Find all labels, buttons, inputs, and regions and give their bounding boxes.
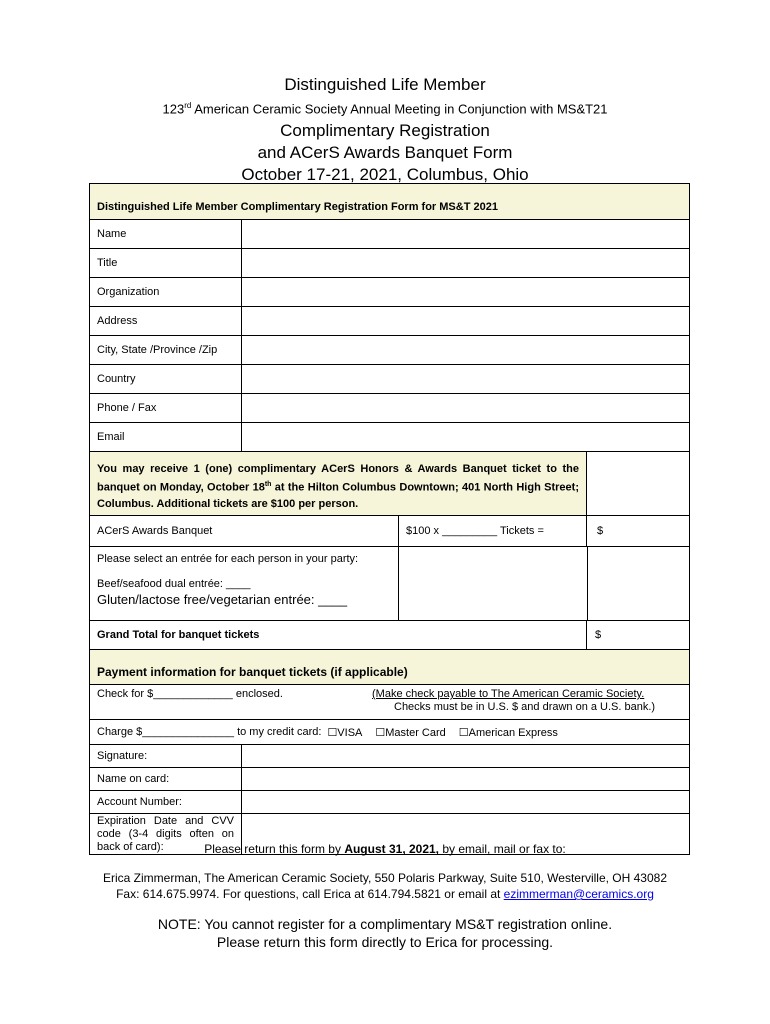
email-link[interactable]: ezimmerman@ceramics.org — [503, 887, 654, 901]
banquet-amount-field[interactable]: $ — [597, 525, 604, 537]
country-label: Country — [90, 365, 242, 393]
name-field[interactable] — [242, 220, 689, 248]
form-section-title: Distinguished Life Member Complimentary Registration Form for MS&T 2021 — [90, 184, 689, 219]
title-label: Title — [90, 249, 242, 277]
banquet-label: ACerS Awards Banquet — [90, 516, 399, 546]
name-on-card-label: Name on card: — [90, 768, 242, 790]
city-row — [90, 335, 689, 364]
name-on-card-row — [90, 767, 689, 790]
registration-form — [89, 183, 690, 855]
grand-total-label: Grand Total for banquet tickets — [90, 621, 587, 649]
check-instructions: (Make check payable to The American Ceramic Society. Checks must be in U.S. $ and drawn on a U.S. bank.) — [372, 688, 656, 713]
grand-total-row — [90, 620, 689, 649]
banquet-ticket-row — [90, 515, 689, 546]
country-row — [90, 364, 689, 393]
mastercard-checkbox[interactable]: ☐Master Card — [375, 726, 446, 739]
expiration-label: Expiration Date and CVV code (3-4 digits often on back of card): — [90, 814, 242, 854]
name-row — [90, 219, 689, 248]
form-header — [0, 74, 770, 186]
city-field[interactable] — [242, 336, 689, 364]
contact-info: Fax: 614.675.9974. For questions, call Erica at 614.794.5821 or email at ezimmerman@ceramics.org — [116, 887, 654, 901]
country-field[interactable] — [242, 365, 689, 393]
email-label: Email — [90, 423, 242, 451]
mailing-address: Erica Zimmerman, The American Ceramic Society, 550 Polaris Parkway, Suite 510, Westerville, OH 43082 — [103, 871, 667, 885]
header-registration: Complimentary Registration — [280, 121, 490, 141]
gluten-free-entree-field[interactable]: Gluten/lactose free/vegetarian entrée: ____ — [97, 592, 348, 607]
grand-total-field[interactable]: $ — [595, 629, 602, 641]
signature-field[interactable] — [242, 745, 689, 767]
header-banquet: and ACerS Awards Banquet Form — [257, 143, 513, 163]
email-field[interactable] — [242, 423, 689, 451]
beef-entree-field[interactable]: Beef/seafood dual entrée: ____ — [97, 578, 251, 590]
ticket-quantity-field[interactable]: $100 x _________ Tickets = — [399, 516, 587, 546]
note-line-1: NOTE: You cannot register for a complimentary MS&T registration online. — [157, 916, 613, 932]
header-dates: October 17-21, 2021, Columbus, Ohio — [241, 165, 529, 185]
entree-selection — [90, 547, 399, 620]
organization-field[interactable] — [242, 278, 689, 306]
signature-row — [90, 744, 689, 767]
account-number-field[interactable] — [242, 791, 689, 813]
signature-label: Signature: — [90, 745, 242, 767]
entree-prompt: Please select an entrée for each person in your party: — [97, 553, 359, 565]
charge-row — [90, 719, 689, 744]
account-number-label: Account Number: — [90, 791, 242, 813]
visa-checkbox[interactable]: ☐VISA — [327, 726, 363, 739]
phone-row — [90, 393, 689, 422]
city-label: City, State /Province /Zip — [90, 336, 242, 364]
phone-label: Phone / Fax — [90, 394, 242, 422]
organization-label: Organization — [90, 278, 242, 306]
header-subtitle: 123rd American Ceramic Society Annual Meeting in Conjunction with MS&T21 — [162, 101, 608, 117]
address-row — [90, 306, 689, 335]
return-instructions: Please return this form by August 31, 2021, by email, mail or fax to: — [204, 842, 566, 856]
payment-section-title: Payment information for banquet tickets (if applicable) — [90, 649, 689, 684]
amex-checkbox[interactable]: ☐American Express — [458, 726, 558, 739]
address-field[interactable] — [242, 307, 689, 335]
phone-field[interactable] — [242, 394, 689, 422]
address-label: Address — [90, 307, 242, 335]
name-label: Name — [90, 220, 242, 248]
account-number-row — [90, 790, 689, 813]
header-title: Distinguished Life Member — [284, 75, 486, 94]
organization-row — [90, 277, 689, 306]
title-field[interactable] — [242, 249, 689, 277]
email-row — [90, 422, 689, 451]
note-line-2: Please return this form directly to Erica for processing. — [216, 934, 554, 950]
name-on-card-field[interactable] — [242, 768, 689, 790]
charge-amount-field[interactable]: Charge $_______________ to my credit card: — [97, 726, 322, 738]
entree-row — [90, 546, 689, 620]
check-amount-field[interactable]: Check for $_____________ enclosed. — [97, 688, 283, 700]
banquet-note: You may receive 1 (one) complimentary ACerS Honors & Awards Banquet ticket to the banquet on Monday, October 18th at the Hilton Columbus Downtown; 401 North High Street; Columbus. Additional tickets are $100 per person. — [90, 452, 587, 515]
check-row — [90, 684, 689, 719]
banquet-note-row — [90, 451, 689, 515]
title-row — [90, 248, 689, 277]
